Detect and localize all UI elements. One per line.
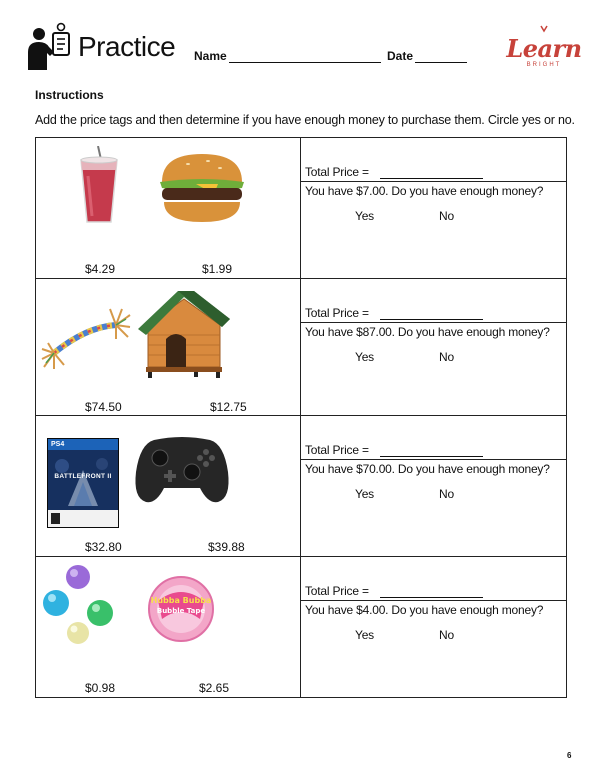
rope-toy-icon	[40, 305, 132, 371]
no-option[interactable]: No	[439, 350, 454, 364]
money-question: You have $7.00. Do you have enough money?	[305, 184, 544, 198]
game-cover-art	[48, 450, 118, 510]
items-cell	[36, 416, 301, 556]
items-cell	[36, 138, 301, 278]
price-tag: $2.65	[199, 681, 230, 695]
problem-row-2	[36, 279, 566, 416]
answer-cell	[301, 138, 566, 278]
price-tag: $39.88	[208, 540, 245, 554]
total-price-blank[interactable]	[380, 178, 483, 179]
total-price-blank[interactable]	[380, 319, 483, 320]
price-tag: $4.29	[85, 262, 116, 276]
price-tag: $1.99	[202, 262, 233, 276]
price-tag: $12.75	[210, 400, 247, 414]
bubble-tape-icon	[144, 575, 218, 643]
instructions-heading: Instructions	[35, 88, 104, 102]
total-price-label: Total Price =	[305, 443, 369, 457]
yes-option[interactable]: Yes	[355, 209, 374, 223]
problem-row-4	[36, 557, 566, 698]
worksheet-grid	[35, 137, 567, 698]
no-option[interactable]: No	[439, 628, 454, 642]
date-field-line[interactable]	[415, 62, 467, 63]
instructions-text: Add the price tags and then determine if you have enough money to purchase them. Circle yes or no.	[35, 113, 575, 127]
bouncy-balls-icon	[42, 563, 122, 645]
dog-house-icon	[134, 287, 232, 379]
divider	[301, 181, 566, 182]
logo-word: Learn	[506, 34, 582, 63]
no-option[interactable]: No	[439, 487, 454, 501]
problem-row-3	[36, 416, 566, 557]
logo-subtitle: BRIGHT	[526, 62, 562, 68]
no-option[interactable]: No	[439, 209, 454, 223]
divider	[301, 600, 566, 601]
answer-cell	[301, 416, 566, 556]
yes-option[interactable]: Yes	[355, 628, 374, 642]
problem-row-1	[36, 138, 566, 279]
presenter-clipboard-icon	[28, 22, 72, 72]
video-game-case-icon	[47, 438, 119, 528]
money-question: You have $4.00. Do you have enough money?	[305, 603, 544, 617]
items-cell	[36, 557, 301, 697]
yes-option[interactable]: Yes	[355, 350, 374, 364]
total-price-blank[interactable]	[380, 456, 483, 457]
total-price-label: Total Price =	[305, 584, 369, 598]
money-question: You have $87.00. Do you have enough money?	[305, 325, 550, 339]
divider	[301, 459, 566, 460]
money-question: You have $70.00. Do you have enough money?	[305, 462, 550, 476]
page-title: Practice	[78, 31, 176, 62]
learn-bright-logo	[506, 26, 582, 70]
price-tag: $32.80	[85, 540, 122, 554]
soda-cup-icon	[78, 146, 120, 224]
tape-brand-text: Hubba Bubba	[150, 596, 212, 605]
price-tag: $74.50	[85, 400, 122, 414]
page-header	[28, 22, 580, 78]
total-price-label: Total Price =	[305, 165, 369, 179]
tape-product-text: Bubble Tape	[156, 607, 206, 615]
yes-option[interactable]: Yes	[355, 487, 374, 501]
items-cell	[36, 279, 301, 415]
cover-title: BATTLEFRONT II	[54, 473, 112, 480]
divider	[301, 322, 566, 323]
answer-cell	[301, 557, 566, 697]
name-label: Name	[194, 49, 227, 63]
date-label: Date	[387, 49, 414, 63]
price-tag: $0.98	[85, 681, 116, 695]
case-brand-label: PS4	[48, 439, 118, 450]
game-controller-icon	[132, 432, 232, 506]
name-field-line[interactable]	[229, 62, 381, 63]
total-price-label: Total Price =	[305, 306, 369, 320]
total-price-blank[interactable]	[380, 597, 483, 598]
hamburger-icon	[156, 152, 248, 226]
answer-cell	[301, 279, 566, 415]
page-number: 6	[567, 751, 572, 760]
